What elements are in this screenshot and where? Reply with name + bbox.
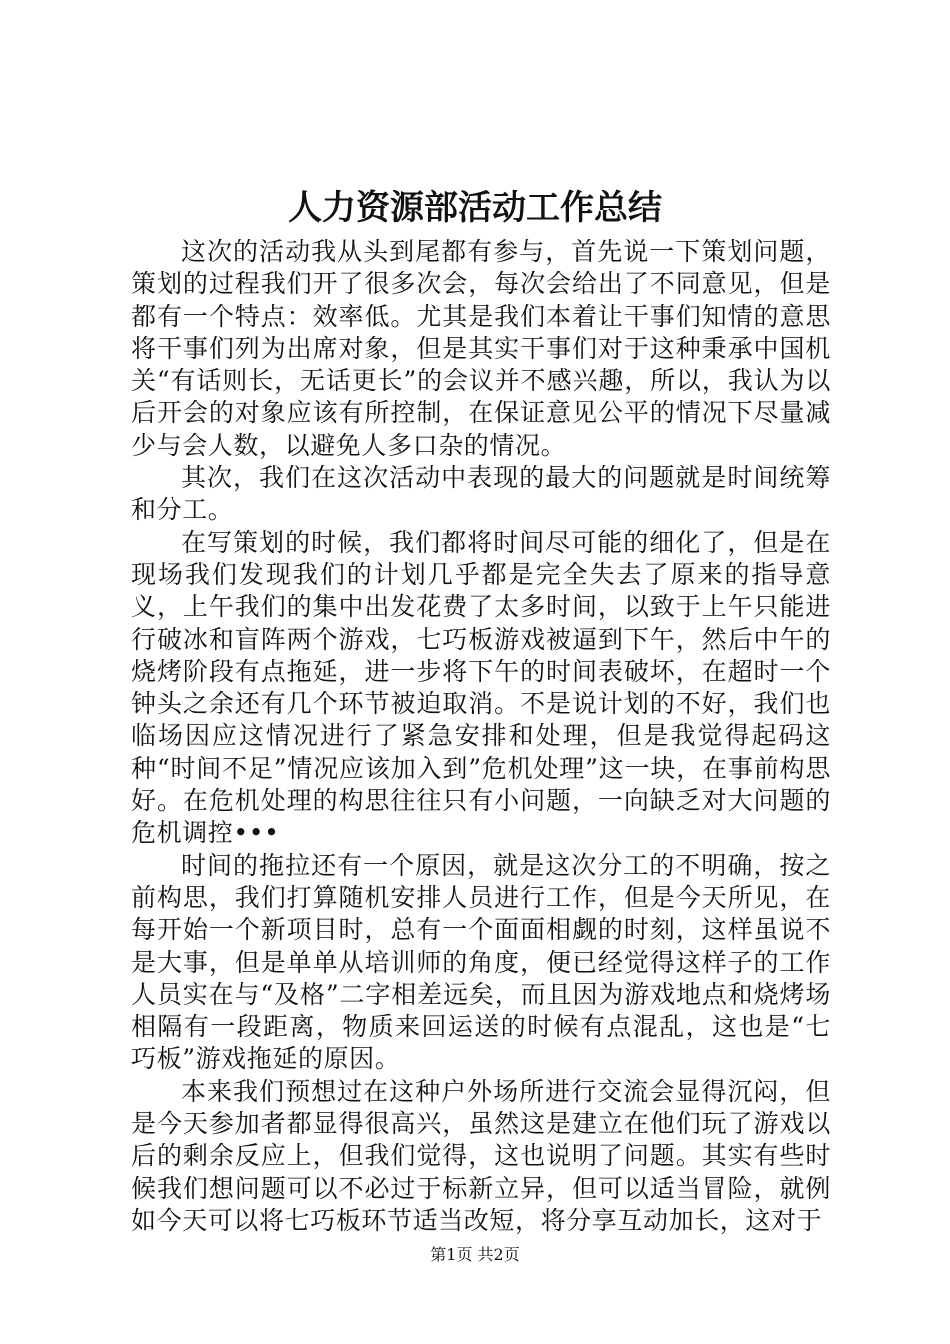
paragraph-2: 其次，我们在这次活动中表现的最大的问题就是时间统筹和分工。 <box>131 463 831 525</box>
document-body <box>131 236 831 1237</box>
paragraph-4: 时间的拖拉还有一个原因，就是这次分工的不明确，按之前构思，我们打算随机安排人员进行工作，但是今天所见，在每开始一个新项目时，总有一个面面相觑的时刻，这样虽说不是大事，但是单单从培训师的角度，便已经觉得这样子的工作人员实在与“及格”二字相差远矣，而且因为游戏地点和烧烤场相隔有一段距离，物质来回运送的时候有点混乱，这也是“七巧板”游戏拖延的原因。 <box>131 850 831 1074</box>
document-title: 人力资源部活动工作总结 <box>288 188 662 228</box>
paragraph-5: 本来我们预想过在这种户外场所进行交流会显得沉闷，但是今天参加者都显得很高兴，虽然这是建立在他们玩了游戏以后的剩余反应上，但我们觉得，这也说明了问题。其实有些时候我们想问题可以不必过于标新立异，但可以适当冒险，就例如今天可以将七巧板环节适当改短，将分享互动加长，这对于 <box>131 1076 831 1235</box>
paragraph-3: 在写策划的时候，我们都将时间尽可能的细化了，但是在现场我们发现我们的计划几乎都是完全失去了原来的指导意义，上午我们的集中出发花费了太多时间，以致于上午只能进行破冰和盲阵两个游戏，七巧板游戏被逼到下午，然后中午的烧烤阶段有点拖延，进一步将下午的时间表破坏，在超时一个钟头之余还有几个环节被迫取消。不是说计划的不好，我们也临场因应这情况进行了紧急安排和处理，但是我觉得起码这种“时间不足”情况应该加入到”危机处理”这一块，在事前构思好。在危机处理的构思往往只有小问题，一向缺乏对大问题的危机调控••• <box>131 527 831 848</box>
page-footer: 第1页 共2页 <box>430 1245 520 1264</box>
paragraph-1: 这次的活动我从头到尾都有参与，首先说一下策划问题，策划的过程我们开了很多次会，每次会给出了不同意见，但是都有一个特点：效率低。尤其是我们本着让干事们知情的意思将干事们列为出席对象，但是其实干事们对于这种秉承中国机关“有话则长，无话更长”的会议并不感兴趣，所以，我认为以后开会的对象应该有所控制，在保证意见公平的情况下尽量减少与会人数，以避免人多口杂的情况。 <box>131 237 831 460</box>
